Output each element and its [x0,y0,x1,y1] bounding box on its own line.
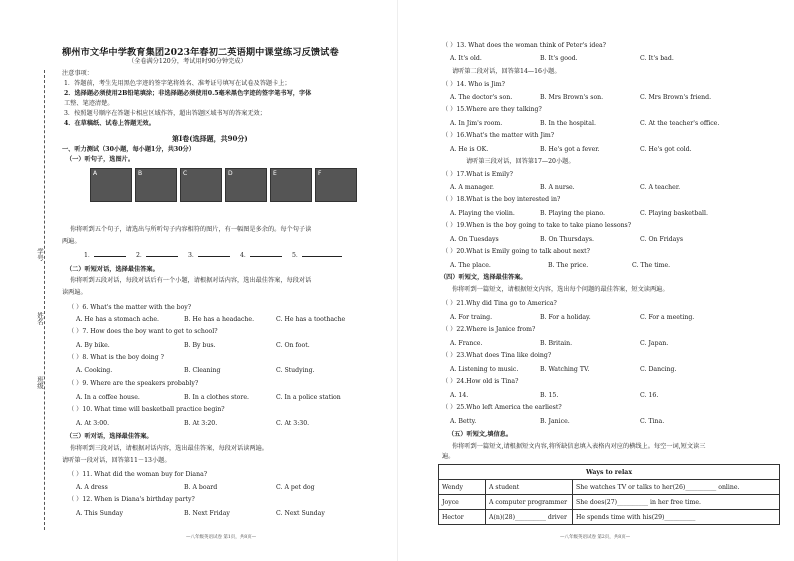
q9-option-c: C. In a police station [276,394,341,401]
q23-option-b: B. Watching TV. [540,366,590,373]
q7-option-c: C. On foot. [276,342,310,349]
q14-option-b: B. Mrs Brown's son. [540,94,604,101]
q24-option-a: A. 14. [450,392,469,399]
q16-option-c: C. He's got cold. [640,146,692,153]
dialog2-instruction: 请听第二段对话，回答第14—16小题。 [452,68,561,75]
q11-option-c: C. A pet dog [276,484,315,491]
q25-option-a: A. Betty. [450,418,477,425]
question-18: （ ）18.What is the boy interested in? [442,196,561,203]
q17-option-a: A. A manager. [450,184,494,191]
q13-option-a: A. It's old. [450,55,482,62]
sub3-instruction: 你将听到三段对话，请根据对话内容，选出最佳答案，每段对话读两遍。 [70,445,268,452]
table-row [439,510,780,525]
q24-option-c: C. 16. [640,392,659,399]
q16-option-b: B. He's got a fever. [540,146,600,153]
ways-to-relax-table [438,464,780,525]
dialog3-instruction: 请听第三段对话，回答第17—20小题。 [466,158,575,165]
q20-option-b: B. The price. [548,262,589,269]
answer-blank-5[interactable]: 5． [292,252,342,260]
q20-option-a: A. The place. [450,262,491,269]
q21-option-a: A. For traing. [450,314,493,321]
notice-2b: 工整、笔迹清楚。 [64,100,114,107]
question-24: （ ）24.How old is Tina? [442,378,519,385]
question-9: （ ）9. Where are the speakers probably? [68,380,199,387]
q21-option-c: C. For a meeting. [640,314,695,321]
page-divider [397,0,398,561]
q18-option-c: C. Playing basketball. [640,210,708,217]
q8-option-a: A. Cooking. [76,367,113,374]
table-cell-activity[interactable]: He spends time with his(29)__________ [573,510,780,525]
q19-option-b: B. On Thursdays. [540,236,595,243]
sub1-heading: （一）听句子，选图片。 [66,156,135,163]
answer-blank-3[interactable]: 3． [188,252,230,260]
left-page-footer: —八年级英语试卷 第1页，共8页— [186,535,257,540]
table-cell-name: Wendy [439,480,486,495]
sub2-instruction: 你将听到五段对话，每段对话后有一个小题，请根据对话内容，选出最佳答案，每段对话 [70,277,312,284]
question-8: （ ）8. What is the boy doing ? [68,354,164,361]
question-12: （ ）12. When is Diana's birthday party? [68,496,195,503]
q13-option-b: B. It's good. [540,55,578,62]
q7-option-a: A. By bike. [76,342,110,349]
picture-e: E [270,168,312,202]
table-cell-activity[interactable]: She watches TV or talks to her(26)__________ online. [573,480,780,495]
table-cell-activity[interactable]: She does(27)__________ in her free time. [573,495,780,510]
q21-option-b: B. For a holiday. [540,314,591,321]
q11-option-b: B. A board [184,484,218,491]
q6-option-b: B. He has a headache. [184,316,255,323]
notice-4: 4．在草稿纸、试卷上答题无效。 [64,120,155,127]
picture-a: A [90,168,132,202]
q19-option-a: A. On Tuesdays [450,236,499,243]
answer-blank-4[interactable]: 4． [240,252,282,260]
gutter-label-class: 班级 [36,376,44,389]
q24-option-b: B. 15. [540,392,559,399]
right-page-footer: —八年级英语试卷 第2页，共8页— [560,535,631,540]
q22-option-a: A. France. [450,340,483,347]
q8-option-c: C. Studying. [276,367,315,374]
q15-option-a: A. In Jim's room. [450,120,503,127]
q18-option-b: B. Playing the piano. [540,210,605,217]
notice-heading: 注意事项： [62,70,93,77]
gutter-label-student-id: 学号 [36,248,44,261]
q23-option-c: C. Dancing. [640,366,677,373]
q20-option-c: C. The time. [632,262,671,269]
q9-option-b: B. In a clothes store. [184,394,249,401]
q10-option-a: A. At 3:00. [76,420,110,427]
picture-b: B [135,168,177,202]
exam-subtitle: （全卷满分120分，考试用时90分钟完成） [128,58,247,65]
sub1-instruction-2: 两遍。 [62,238,81,245]
question-17: （ ）17.What is Emily? [442,171,513,178]
question-7: （ ）7. How does the boy want to get to school? [68,328,218,335]
question-10: （ ）10. What time will basketball practice begin? [68,406,225,413]
q12-option-c: C. Next Sunday [276,510,325,517]
q17-option-c: C. A teacher. [640,184,681,191]
notice-1: 1．答题前，考生先用黑色字迹的签字笔将姓名、准考证号填写在试卷及答题卡上； [64,80,291,87]
sub2-heading: （二）听短对话，选择最佳答案。 [66,266,159,273]
q18-option-a: A. Playing the violin. [450,210,515,217]
q25-option-b: B. Janice. [540,418,570,425]
sub2-instruction-2: 读两遍。 [62,289,87,296]
sub4-instruction: 你将听到一篇短文，请根据短文内容，选出每个问题的最佳答案，短文读两遍。 [452,286,669,293]
q14-option-a: A. The doctor's son. [450,94,513,101]
q8-option-b: B. Cleaning [184,367,221,374]
q22-option-c: C. Japan. [640,340,669,347]
q23-option-a: A. Listening to music. [450,366,519,373]
q12-option-a: A. This Sunday [76,510,123,517]
question-22: （ ）22.Where is Janice from? [442,326,536,333]
sub3-instruction-2: 请听第一段对话，回答第11－13小题。 [62,457,171,464]
q25-option-c: C. Tina. [640,418,665,425]
gutter-label-name: 姓名 [36,312,44,325]
picture-c: C [180,168,222,202]
q15-option-c: C. At the teacher's office. [640,120,720,127]
question-16: （ ）16.What's the matter with Jim? [442,132,555,139]
table-header-row [439,465,780,480]
question-13: （ ）13. What does the woman think of Peter's idea? [442,42,606,49]
sub4-heading: （四）听短文，选择最佳答案。 [440,274,527,281]
q17-option-b: B. A nurse. [540,184,575,191]
part1-heading: 第Ⅰ卷(选择题，共90分) [172,134,248,143]
q10-option-c: C. At 3:30. [276,420,310,427]
q19-option-c: C. On Fridays [640,236,684,243]
q16-option-a: A. He is OK. [450,146,489,153]
picture-d: D [225,168,267,202]
question-21: （ ）21.Why did Tina go to America? [442,300,557,307]
picture-strip [90,168,357,202]
q10-option-b: B. At 3:20. [184,420,218,427]
answer-blank-1[interactable]: 1． [84,252,126,260]
sub5-instruction-2: 遍。 [442,453,455,460]
answer-blank-2[interactable]: 2． [136,252,178,260]
table-cell-name: Hector [439,510,486,525]
question-20: （ ）20.What is Emily going to talk about next? [442,248,590,255]
q9-option-a: A. In a coffee house. [76,394,140,401]
q11-option-a: A. A dress [76,484,108,491]
question-15: （ ）15.Where are they talking? [442,106,542,113]
table-cell-job: A student [486,480,573,495]
question-11: （ ）11. What did the woman buy for Diana? [68,471,208,478]
notice-2: 2．选择题必须使用2B铅笔填涂；非选择题必须使用0.5毫米黑色字迹的签字笔书写，字体 [64,90,312,97]
picture-f: F [315,168,357,202]
table-cell-name: Joyce [439,495,486,510]
q6-option-c: C. He has a toothache [276,316,346,323]
question-23: （ ）23.What does Tina like doing? [442,352,552,359]
q6-option-a: A. He has a stomach ache. [76,316,160,323]
q12-option-b: B. Next Friday [184,510,230,517]
question-14: （ ）14. Who is Jim? [442,81,505,88]
q15-option-b: B. In the hospital. [540,120,596,127]
question-25: （ ）25.Who left America the earliest? [442,404,562,411]
exam-title: 柳州市文华中学教育集团2023年春初二英语期中课堂练习反馈试卷 [62,47,339,58]
question-19: （ ）19.When is the boy going to take to take piano lessons? [442,222,632,229]
sub1-instruction: 你将听到五个句子，请选出与所听句子内容相符的图片，有一幅图是多余的。每个句子读 [70,226,312,233]
table-cell-job: A computer programmer [486,495,573,510]
section1-heading: 一、听力测试（30小题，每小题1分，共30分） [62,146,195,153]
q22-option-b: B. Britain. [540,340,573,347]
binding-line [44,70,45,530]
table-cell-job[interactable]: A(n)(28)__________ driver [486,510,573,525]
table-title: Ways to relax [439,465,780,480]
notice-3: 3．按照题号顺序在答题卡相应区域作答，超出答题区域书写的答案无效； [64,110,266,117]
q7-option-b: B. By bus. [184,342,216,349]
sub5-heading: （五）听短文,填信息。 [448,431,513,438]
question-6: （ ）6. What's the matter with the boy? [68,304,192,311]
table-row [439,480,780,495]
q14-option-c: C. Mrs Brown's friend. [640,94,712,101]
sub5-instruction: 你将听到一篇短文,请根据短文内容,将所缺信息填入表格内对应的横线上。每空一词,短文读三 [452,443,706,450]
q13-option-c: C. It's bad. [640,55,674,62]
sub3-heading: （三）听对话，选择最佳答案。 [66,433,153,440]
table-row [439,495,780,510]
